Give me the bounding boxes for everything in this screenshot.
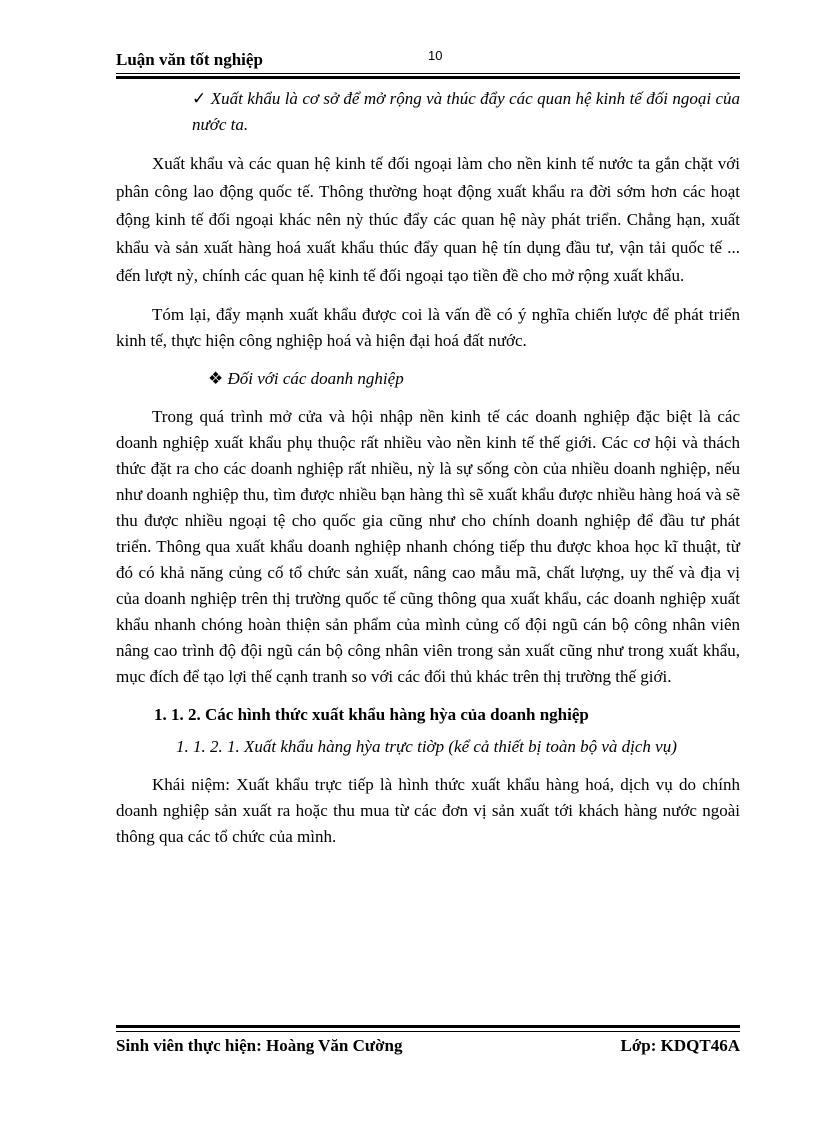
paragraph-3: Trong quá trình mở cửa và hội nhập nền kinh tế các doanh nghiệp đặc biệt là các doanh nghiệp xuất khẩu phụ thuộc rất nhiều vào nền kinh tế thế giới. Các cơ hội và thách thức đặt ra cho các doanh nghiệp rất nhiều, nỳ là sự sống còn của nhiều doanh nghiệp, nếu như doanh nghiệp thu, tìm được nhiều bạn hàng thì sẽ xuất khẩu được nhiều hàng hoá và sẽ thu được nhiều ngoại tệ cho quốc gia cũng như cho chính doanh nghiệp để đầu tư phát triển. Thông qua xuất khẩu doanh nghiệp nhanh chóng tiếp thu được khoa học kĩ thuật, từ đó có khả năng củng cố tổ chức sản xuất, nâng cao mẫu mã, chất lượng, uy thế và địa vị của doanh nghiệp trên thị trường quốc tế cũng thông qua xuất khẩu, các doanh nghiệp xuất khẩu nhanh chóng hoàn thiện sản phẩm của mình củng cố đội ngũ cán bộ công nhân viên nâng cao trình độ đội ngũ cán bộ công nhân viên trong sản xuất cũng như trong xuất khẩu, mục đích để tạo lợi thế cạnh tranh so với các đối thủ khác trên thị trường thế giới. [116,407,740,686]
check-mark-icon: ✓ [192,89,207,108]
paragraph-2: Tóm lại, đẩy mạnh xuất khẩu được coi là vấn đề có ý nghĩa chiến lược để phát triển kinh tế, thực hiện công nghiệp hoá và hiện đại hoá đất nước. [116,305,740,350]
diamond-bullet-icon: ❖ [208,369,224,388]
subsection-title: 1. 1. 2. 1. Xuất khẩu hàng hỳa trực tiờp (kể cả thiết bị toàn bộ và dịch vụ) [176,737,677,756]
header-rule-thick [116,76,740,79]
check-item-text: Xuất khẩu là cơ sở để mở rộng và thúc đẩy các quan hệ kinh tế đối ngoại của nước ta. [192,89,741,134]
bullet-item-text: Đối với các doanh nghiệp [227,369,404,388]
bullet-item [116,366,740,392]
page-header [116,46,740,74]
header-rule-thin [116,73,740,74]
document-body [116,86,740,850]
footer-rule-thin [116,1031,740,1032]
paragraph-4: Khái niệm: Xuất khẩu trực tiếp là hình thức xuất khẩu hàng hoá, dịch vụ do chính doanh nghiệp sản xuất ra hoặc thu mua từ các đơn vị sản xuất tới khách hàng nước ngoài thông qua các tổ chức của mình. [116,775,740,846]
page-number: 10 [428,48,443,63]
footer-class: Lớp: KDQT46A [620,1036,740,1055]
check-item [116,86,740,138]
paragraph-1: Xuất khẩu và các quan hệ kinh tế đối ngoại làm cho nền kinh tế nước ta gắn chặt với phân công lao động quốc tế. Thông thường hoạt động xuất khẩu ra đời sớm hơn các hoạt động kinh tế đối ngoại khác nên nỳ thúc đẩy các quan hệ này phát triển. Chẳng hạn, xuất khẩu và sản xuất hàng hoá xuất khẩu thúc đẩy quan hệ tín dụng đầu tư, vận tải quốc tế ... đến lượt nỳ, chính các quan hệ kinh tế đối ngoại tạo tiền đề cho mở rộng xuất khẩu. [116,154,740,285]
header-title: Luận văn tốt nghiệp [116,50,263,69]
footer-rule-thick [116,1025,740,1028]
footer-student: Sinh viên thực hiện: Hoàng Văn Cường [116,1036,403,1055]
section-title: 1. 1. 2. Các hình thức xuất khẩu hàng hỳa của doanh nghiệp [154,705,589,724]
